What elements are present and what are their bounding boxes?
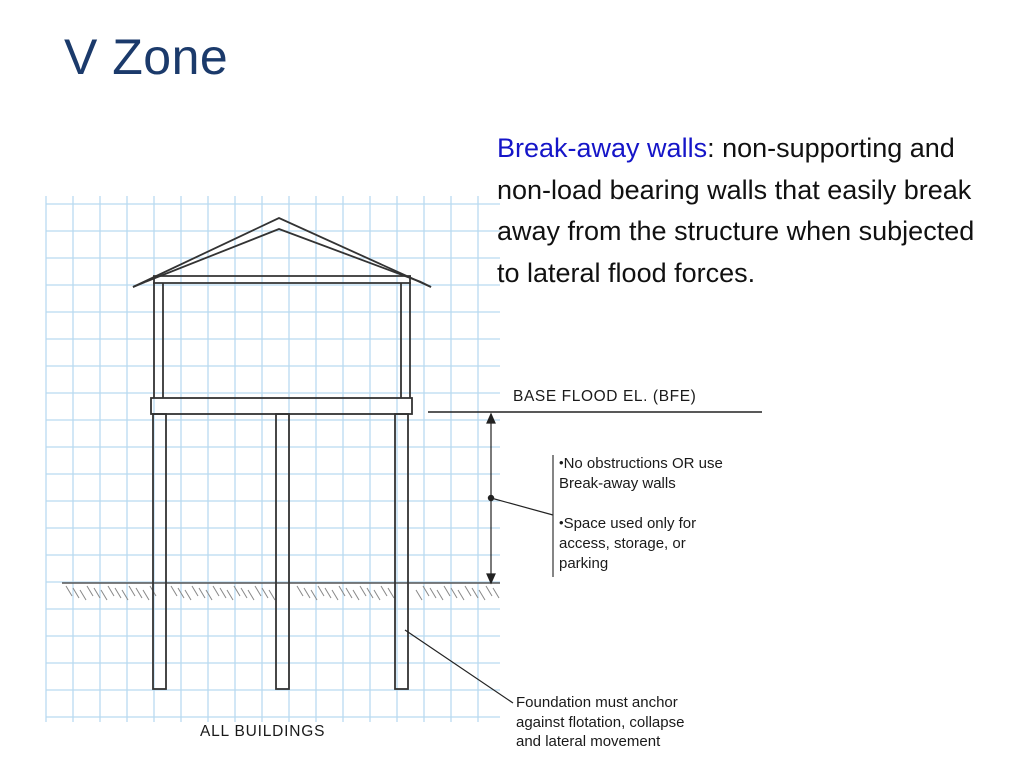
foundation-note: Foundation must anchor against flotation, collapse and lateral movement bbox=[516, 694, 685, 750]
hatch-mark bbox=[451, 588, 457, 598]
hatch-mark bbox=[199, 588, 205, 598]
hatch-mark bbox=[143, 590, 149, 600]
hatch-mark bbox=[388, 588, 394, 598]
hatch-mark bbox=[318, 586, 324, 596]
bullet-marker: • bbox=[559, 515, 564, 530]
hatch-mark bbox=[73, 588, 79, 598]
definition-body: non-supporting and non-load bearing walls that easily break away from the structure when subjected to lateral flood forces. bbox=[497, 133, 975, 288]
ground-hatching bbox=[66, 586, 499, 600]
hatch-mark bbox=[87, 586, 93, 596]
diagram-caption: ALL BUILDINGS bbox=[200, 723, 326, 740]
hatch-mark bbox=[94, 588, 100, 598]
hatch-mark bbox=[325, 588, 331, 598]
definition-term: Break-away walls bbox=[497, 133, 708, 163]
hatch-mark bbox=[353, 590, 359, 600]
hatch-mark bbox=[213, 586, 219, 596]
hatch-mark bbox=[192, 586, 198, 596]
hatch-mark bbox=[227, 590, 233, 600]
hatch-mark bbox=[101, 590, 107, 600]
hatch-mark bbox=[430, 588, 436, 598]
hatch-mark bbox=[136, 588, 142, 598]
hatch-mark bbox=[185, 590, 191, 600]
hatch-mark bbox=[444, 586, 450, 596]
hatch-mark bbox=[437, 590, 443, 600]
hatch-mark bbox=[472, 588, 478, 598]
bullet-text: Space used only for access, storage, or parking bbox=[559, 515, 697, 572]
background-grid bbox=[46, 196, 500, 722]
slide-title: V Zone bbox=[64, 29, 229, 85]
hatch-mark bbox=[381, 586, 387, 596]
bullet-marker: • bbox=[559, 455, 564, 470]
hatch-mark bbox=[269, 590, 275, 600]
hatch-mark bbox=[80, 590, 86, 600]
hatch-mark bbox=[479, 590, 485, 600]
bullet-text: No obstructions OR use Break-away walls bbox=[559, 455, 723, 492]
hatch-mark bbox=[220, 588, 226, 598]
hatch-mark bbox=[486, 586, 492, 596]
hatch-mark bbox=[304, 588, 310, 598]
floor-beam bbox=[151, 398, 412, 414]
hatch-mark bbox=[297, 586, 303, 596]
hatch-mark bbox=[255, 586, 261, 596]
foundation-leader-line bbox=[405, 630, 513, 703]
roof bbox=[133, 218, 431, 287]
hatch-mark bbox=[332, 590, 338, 600]
hatch-mark bbox=[115, 588, 121, 598]
bullet-no-obstructions bbox=[559, 453, 723, 494]
hatch-mark bbox=[493, 588, 499, 598]
hatch-mark bbox=[360, 586, 366, 596]
hatch-mark bbox=[129, 586, 135, 596]
bullet-space-use bbox=[559, 513, 696, 574]
hatch-mark bbox=[262, 588, 268, 598]
hatch-mark bbox=[374, 590, 380, 600]
hatch-mark bbox=[339, 586, 345, 596]
hatch-mark bbox=[416, 590, 422, 600]
hatch-mark bbox=[241, 588, 247, 598]
hatch-mark bbox=[248, 590, 254, 600]
hatch-mark bbox=[465, 586, 471, 596]
definition-colon: : bbox=[707, 133, 723, 163]
upper-floor-walls bbox=[154, 276, 410, 398]
hatch-mark bbox=[66, 586, 72, 596]
clearance-dimension-arrow bbox=[487, 414, 553, 583]
hatch-mark bbox=[458, 590, 464, 600]
bfe-label: BASE FLOOD EL. (BFE) bbox=[513, 388, 697, 405]
hatch-mark bbox=[206, 590, 212, 600]
hatch-mark bbox=[346, 588, 352, 598]
hatch-mark bbox=[171, 586, 177, 596]
hatch-mark bbox=[108, 586, 114, 596]
